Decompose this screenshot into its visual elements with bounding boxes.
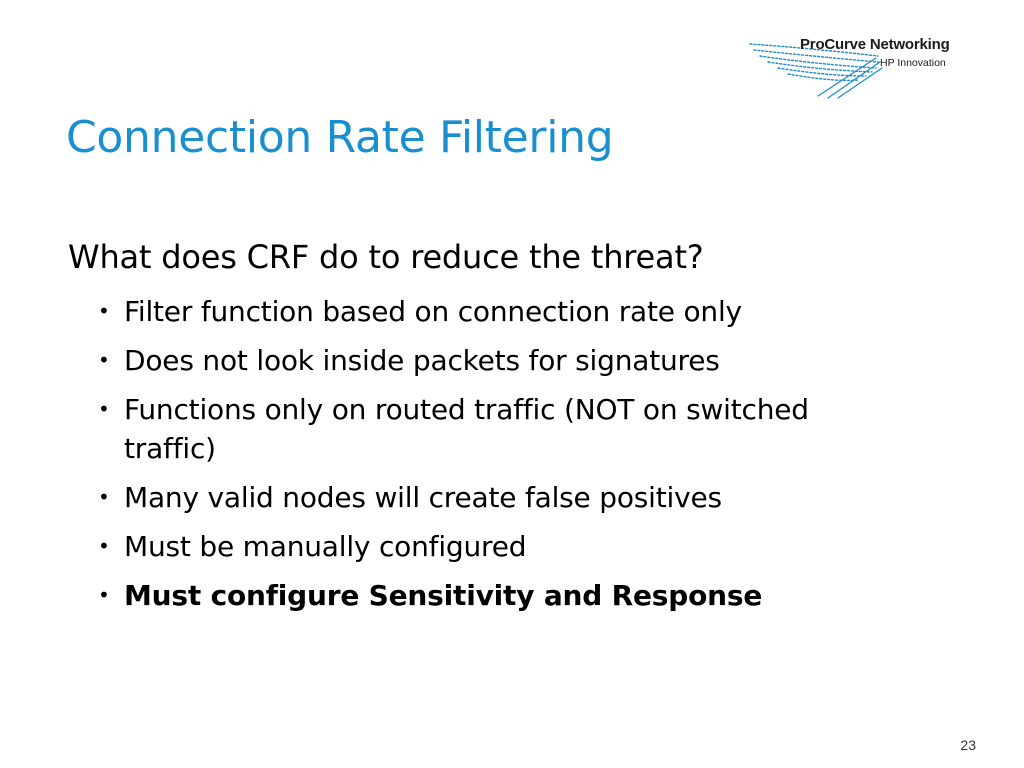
slide-title: Connection Rate Filtering xyxy=(66,112,614,163)
brand-name: ProCurve Networking xyxy=(800,36,950,53)
bullet-item xyxy=(98,478,918,517)
procurve-logo xyxy=(748,36,988,102)
bullet-item xyxy=(98,527,918,566)
bullet-text: Must configure Sensitivity and Response xyxy=(124,579,763,612)
page-number: 23 xyxy=(960,737,976,753)
bullet-item xyxy=(98,341,918,380)
bullet-item xyxy=(98,390,844,468)
bullet-item xyxy=(98,292,918,331)
bullet-text: Functions only on routed traffic (NOT on switched traffic) xyxy=(124,393,809,465)
bullet-dot-icon: • xyxy=(98,583,110,607)
bullet-dot-icon: • xyxy=(98,348,110,372)
slide-question: What does CRF do to reduce the threat? xyxy=(68,238,704,276)
bullet-dot-icon: • xyxy=(98,299,110,323)
bullet-item-emphasis xyxy=(98,576,918,615)
bullet-text: Many valid nodes will create false positives xyxy=(124,481,722,514)
brand-tagline: HP Innovation xyxy=(880,57,946,69)
bullet-dot-icon: • xyxy=(98,534,110,558)
bullet-text: Filter function based on connection rate only xyxy=(124,295,742,328)
bullet-dot-icon: • xyxy=(98,397,110,421)
bullet-dot-icon: • xyxy=(98,485,110,509)
bullet-text: Must be manually configured xyxy=(124,530,527,563)
bullet-text: Does not look inside packets for signatures xyxy=(124,344,720,377)
bullet-list xyxy=(98,292,918,625)
